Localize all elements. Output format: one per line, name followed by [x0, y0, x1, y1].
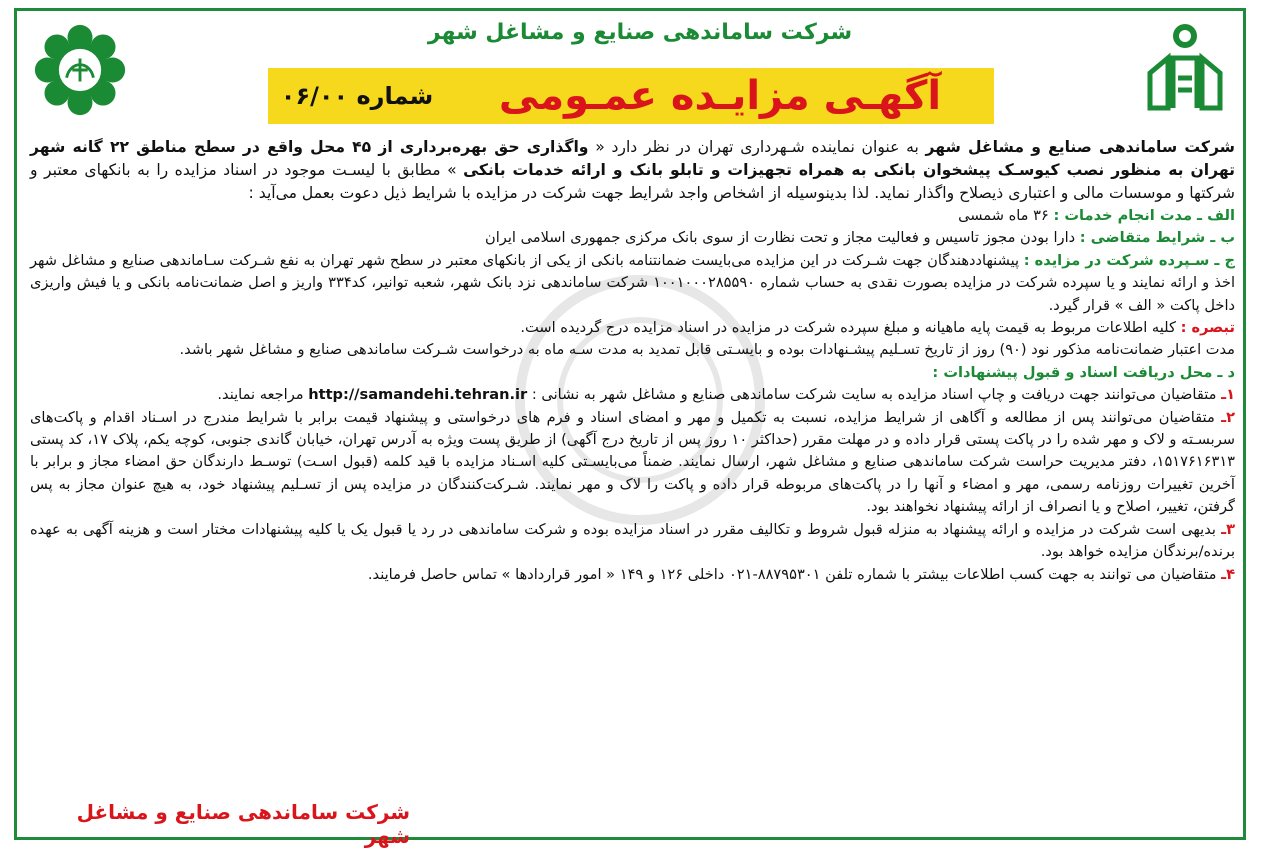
- section-d-item-4: [30, 564, 1235, 586]
- section-b-text: دارا بودن مجوز تاسیس و فعالیت مجاز و تحت نظارت از سوی بانک مرکزی جمهوری اسلامی ایران: [485, 229, 1080, 247]
- section-d: [30, 362, 1235, 384]
- section-a-text: ۳۶ ماه شمسی: [958, 207, 1054, 224]
- section-d-item-1: [30, 384, 1235, 406]
- section-b: [30, 227, 1235, 249]
- item-text: متقاضیان می توانند به جهت کسب اطلاعات بیشتر با شماره تلفن ۸۸۷۹۵۳۰۱-۰۲۱ داخلی ۱۲۶ و ۱۴۹ « امور قراردادها » تماس حاصل فرمایند.: [367, 565, 1222, 583]
- item-number: ۳ـ: [1221, 520, 1235, 538]
- org-title: شرکت ساماندهی صنایع و مشاغل شهر: [427, 20, 853, 45]
- notice-title: آگهـی مزایـده عمـومی: [446, 68, 994, 124]
- note-paragraph-2: مدت اعتبار ضمانت‌نامه مذکور نود (۹۰) روز از تاریخ تسـلیم پیشـنهادات بوده و بایسـتی قابل تمدید به مدت سـه ماه به درخواست شـرکت ساماندهی صنایع و مشاغل شهر باشد.: [179, 341, 1235, 359]
- section-d-item-2: [30, 407, 1235, 519]
- item-number: ۴ـ: [1221, 565, 1235, 583]
- section-c-text: پیشنهاددهندگان جهت شـرکت در این مزایده می‌بایست ضمانتنامه بانکی از یکی از بانکهای معتبر در سطح شهر تهران به نفع شـرکت سـاماندهی صنایع و مشاغل شهر اخذ و ارائه نمایند و یا سپرده شرکت در مزایده بصورت نقدی به حساب شماره ۱۰۰۱۰۰۰۲۸۵۵۹۰ شرکت ساماندهی نزد بانک شهر، شعبه توانیر، کد۳۳۴ واریز و اصل ضمانت‌نامه بانکی و یا فیش واریزی داخل پاکت « الف » قرار گیرد.: [30, 251, 1236, 314]
- note-label: تبصره :: [1180, 319, 1235, 337]
- section-d-label: د ـ محل دریافت اسناد و قبول پیشنهادات :: [932, 363, 1235, 381]
- intro-org: شرکت ساماندهی صنایع و مشاغل شهر: [925, 138, 1235, 156]
- item-number: ۲ـ: [1221, 408, 1235, 426]
- section-a-label: الف ـ مدت انجام خدمات :: [1053, 207, 1235, 224]
- notice-body: [30, 136, 1235, 586]
- item-text-end: مراجعه نمایند.: [217, 386, 309, 404]
- section-d-item-3: [30, 519, 1235, 564]
- intro-text2: » مطابق با لیسـت موجود در اسناد مزایده را به بانکهای معتبر و شرکتها و موسسات مالی و اعتباری ذیصلاح واگذار نماید. لذا بدینوسیله از اشخاص واجد شرایط جهت شرکت در مزایده با شرایط ذیل دعوت بعمل می‌آید :: [30, 161, 1235, 202]
- samandehi-logo: [1140, 18, 1230, 118]
- section-c: [30, 250, 1235, 317]
- intro-text1: به عنوان نماینده شـهرداری تهران در نظر دارد «: [588, 138, 926, 156]
- footer-org-name: شرکت ساماندهی صنایع و مشاغل شهر: [76, 800, 410, 848]
- item-number: ۱ـ: [1221, 386, 1235, 404]
- item-text: متقاضیان می‌توانند پس از مطالعه و آگاهی از شرایط مزایده، نسبت به تکمیل و مهر و امضای اسناد و فرم های درخواستی و پیشنهاد قیمت برابر با شرایط مندرج در اسـناد اقدام و پاکت‌های سربسـته و لاک و مهر شده را در پاکت پستی قرار داده و در مهلت مقرر (حداکثر ۱۰ روز پس از تاریخ درج آگهی) از طریق پست ویژه به آدرس تهران، خیابان گاندی جنوبی، کوچه یکم، پلاک ۱۷، کد پستی ۱۵۱۷۶۱۶۳۱۳، دفتر مدیریت حراست شرکت ساماندهی صنایع و مشاغل شهر، ارسال نمایند. ضمناً می‌بایسـتی کلیه اسـناد مزایده با قید کلمه (قبول اسـت) توسـط دارندگان حق امضاء مجاز و برابر با آخرین تغییرات روزنامه رسمی، مهر و امضاء و آنها را در پاکت‌های مربوطه قرار داده و پاکت را لاک و مهر نمایند. شـرکت‌کنندگان در مزایده پس از تسـلیم پیشنهاد خود، به هیچ عنوان مجاز به پس گرفتن، تغییر، اصلاح و یا انصراف از ارائه پیشنهاد نخواهند بود.: [30, 408, 1235, 516]
- section-a: [30, 205, 1235, 227]
- notice-number: شماره ۰۶/۰۰: [268, 68, 446, 124]
- section-b-label: ب ـ شرایط متقاضی :: [1079, 229, 1235, 247]
- website-link[interactable]: http://samandehi.tehran.ir: [308, 386, 528, 404]
- banner: [268, 68, 994, 124]
- tehran-municipality-logo: [32, 22, 128, 118]
- note-text1: کلیه اطلاعات مربوط به قیمت پایه ماهیانه و مبلغ سپرده شرکت در مزایده در اسناد مزایده درج گردیده است.: [520, 319, 1181, 337]
- section-c-label: ج ـ سـپرده شرکت در مزایده :: [1023, 251, 1235, 269]
- intro-subject: واگذاری حق بهره‌برداری از ۴۵ محل واقع در سطح مناطق ۲۲ گانه شهر تهران به منظور نصب کیوسـک پیشخوان بانکی به همراه تجهیزات و تابلو بانک و ارائه خدمات بانکی: [30, 138, 1235, 179]
- intro-paragraph: [30, 136, 1235, 205]
- item-text: بدیهی است شرکت در مزایده و ارائه پیشنهاد به منزله قبول شروط و تکالیف مقرر در اسناد مزایده بوده و شرکت ساماندهی در رد یا قبول یک یا کلیه پیشنهادات مختار است و هزینه آگهی به عهده برنده/برندگان مزایده خواهد بود.: [30, 520, 1235, 561]
- note-paragraph: [30, 317, 1235, 339]
- item-text: متقاضیان می‌توانند جهت دریافت و چاپ اسناد مزایده به سایت شرکت ساماندهی صنایع و مشاغل شهر به نشانی :: [527, 386, 1222, 404]
